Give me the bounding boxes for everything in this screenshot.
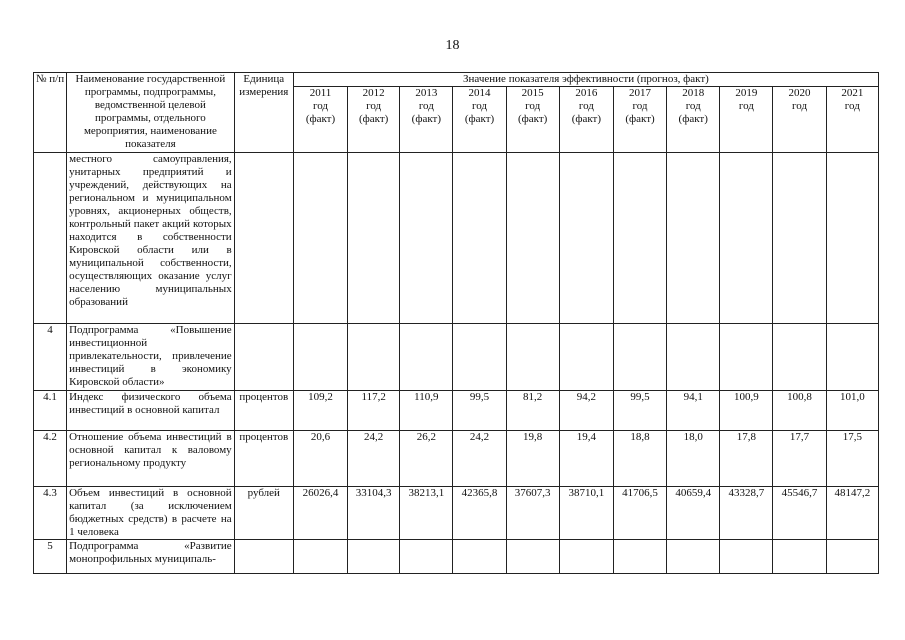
row-number: 4.1 xyxy=(34,391,67,431)
value-cell: 24,2 xyxy=(453,431,506,487)
header-year-2014 xyxy=(453,87,506,153)
row-name: Подпрограмма «Повышение инвестиционной привлекательности, привлечение инвестиций в экономику Кировской области» xyxy=(67,324,235,391)
header-year-2017 xyxy=(613,87,666,153)
row-name: Отношение объема инвестиций в основной капитал к валовому региональному продукту xyxy=(67,431,235,487)
row-unit: процентов xyxy=(234,391,293,431)
value-cell: 45546,7 xyxy=(773,487,826,540)
value-cell xyxy=(348,324,400,391)
value-cell xyxy=(773,324,826,391)
value-cell xyxy=(826,540,878,574)
header-year-2020 xyxy=(773,87,826,153)
value-cell xyxy=(453,540,506,574)
header-year-2013 xyxy=(400,87,453,153)
header-year-year: 2015 xyxy=(521,87,544,99)
header-year-2015 xyxy=(506,87,559,153)
header-year-unit: год xyxy=(844,100,860,112)
value-cell: 38213,1 xyxy=(400,487,453,540)
table-row xyxy=(34,391,879,431)
row-number: 4.3 xyxy=(34,487,67,540)
value-cell: 26,2 xyxy=(400,431,453,487)
value-cell: 33104,3 xyxy=(348,487,400,540)
value-cell xyxy=(400,540,453,574)
value-cell xyxy=(506,324,559,391)
indicators-table xyxy=(33,72,879,574)
header-year-note: (факт) xyxy=(571,113,602,125)
value-cell: 18,8 xyxy=(613,431,666,487)
value-cell: 48147,2 xyxy=(826,487,878,540)
table-body xyxy=(34,153,879,574)
value-cell xyxy=(559,540,613,574)
value-cell: 94,2 xyxy=(559,391,613,431)
header-value-group: Значение показателя эффективности (прогноз, факт) xyxy=(293,73,878,87)
header-year-unit: год xyxy=(312,100,328,112)
header-year-2018 xyxy=(667,87,720,153)
header-year-year: 2020 xyxy=(788,87,811,99)
value-cell: 37607,3 xyxy=(506,487,559,540)
header-year-2016 xyxy=(559,87,613,153)
value-cell xyxy=(453,153,506,324)
header-year-note: (факт) xyxy=(358,113,389,125)
value-cell xyxy=(667,153,720,324)
header-year-note: (факт) xyxy=(625,113,655,125)
value-cell: 26026,4 xyxy=(293,487,347,540)
value-cell: 109,2 xyxy=(293,391,347,431)
row-unit: процентов xyxy=(234,431,293,487)
header-year-year: 2021 xyxy=(841,87,864,99)
row-unit xyxy=(234,540,293,574)
value-cell: 17,8 xyxy=(720,431,773,487)
value-cell xyxy=(826,153,878,324)
header-year-2011 xyxy=(293,87,347,153)
value-cell: 42365,8 xyxy=(453,487,506,540)
value-cell: 101,0 xyxy=(826,391,878,431)
value-cell: 43328,7 xyxy=(720,487,773,540)
header-year-note: (факт) xyxy=(518,113,548,125)
value-cell: 81,2 xyxy=(506,391,559,431)
header-year-2021 xyxy=(826,87,878,153)
header-year-unit: год xyxy=(418,100,434,112)
value-cell xyxy=(559,153,613,324)
header-year-unit: год xyxy=(738,100,754,112)
row-unit xyxy=(234,153,293,324)
table-row xyxy=(34,540,879,574)
row-name: местного самоуправления, унитарных предприятий и учреждений, действующих на региональном и муниципальном уровнях, акционерных обществ, контрольный пакет акций которых находится в собственности Кировской области или в муниципальной собственности, осуществляющих оказание услуг населению муниципальных образований xyxy=(67,153,235,324)
header-year-year: 2013 xyxy=(415,87,438,99)
value-cell: 110,9 xyxy=(400,391,453,431)
value-cell: 40659,4 xyxy=(667,487,720,540)
value-cell: 24,2 xyxy=(348,431,400,487)
header-unit: Единица измерения xyxy=(234,73,293,153)
value-cell: 100,9 xyxy=(720,391,773,431)
table-row xyxy=(34,431,879,487)
value-cell: 38710,1 xyxy=(559,487,613,540)
value-cell xyxy=(506,540,559,574)
header-year-unit: год xyxy=(792,100,808,112)
value-cell xyxy=(826,324,878,391)
header-year-year: 2017 xyxy=(629,87,652,99)
table-row xyxy=(34,487,879,540)
value-cell xyxy=(506,153,559,324)
row-name: Индекс физического объема инвестиций в основной капитал xyxy=(67,391,235,431)
value-cell: 20,6 xyxy=(293,431,347,487)
value-cell xyxy=(613,540,666,574)
value-cell xyxy=(400,153,453,324)
value-cell: 17,7 xyxy=(773,431,826,487)
header-year-note: (факт) xyxy=(411,113,441,125)
value-cell xyxy=(667,324,720,391)
header-year-2019 xyxy=(720,87,773,153)
value-cell: 117,2 xyxy=(348,391,400,431)
row-name: Подпрограмма «Развитие монопрофильных муниципаль- xyxy=(67,540,235,574)
value-cell: 99,5 xyxy=(613,391,666,431)
row-number: 4.2 xyxy=(34,431,67,487)
row-unit xyxy=(234,324,293,391)
value-cell: 99,5 xyxy=(453,391,506,431)
row-name: Объем инвестиций в основной капитал (за исключением бюджетных средств) в расчете на 1 человека xyxy=(67,487,235,540)
value-cell xyxy=(348,153,400,324)
value-cell xyxy=(613,153,666,324)
header-year-unit: год xyxy=(632,100,648,112)
row-number: 5 xyxy=(34,540,67,574)
value-cell: 19,4 xyxy=(559,431,613,487)
header-year-2012 xyxy=(348,87,400,153)
header-name: Наименование государственной программы, подпрограммы, ведомственной целевой программы, отдельного мероприятия, наименование показателя xyxy=(67,73,235,153)
header-year-note: (факт) xyxy=(678,113,708,125)
value-cell: 19,8 xyxy=(506,431,559,487)
value-cell xyxy=(400,324,453,391)
value-cell xyxy=(667,540,720,574)
row-number: 4 xyxy=(34,324,67,391)
value-cell xyxy=(773,540,826,574)
header-year-year: 2018 xyxy=(682,87,705,99)
header-year-unit: год xyxy=(525,100,541,112)
header-year-unit: год xyxy=(471,100,488,112)
value-cell xyxy=(293,153,347,324)
header-year-year: 2019 xyxy=(735,87,758,99)
row-number xyxy=(34,153,67,324)
header-year-unit: год xyxy=(578,100,594,112)
value-cell xyxy=(720,540,773,574)
value-cell: 94,1 xyxy=(667,391,720,431)
header-year-unit: год xyxy=(366,100,382,112)
header-year-year: 2011 xyxy=(309,87,332,99)
value-cell xyxy=(293,324,347,391)
value-cell xyxy=(453,324,506,391)
header-year-note: (факт) xyxy=(464,113,495,125)
value-cell: 18,0 xyxy=(667,431,720,487)
value-cell xyxy=(613,324,666,391)
header-year-year: 2012 xyxy=(362,87,385,99)
header-year-unit: год xyxy=(685,100,701,112)
row-unit: рублей xyxy=(234,487,293,540)
header-year-year: 2014 xyxy=(468,87,491,99)
value-cell xyxy=(348,540,400,574)
table-row xyxy=(34,324,879,391)
table-row xyxy=(34,153,879,324)
page-number: 18 xyxy=(445,38,460,53)
value-cell xyxy=(720,324,773,391)
header-num: № п/п xyxy=(34,73,67,153)
value-cell: 100,8 xyxy=(773,391,826,431)
value-cell xyxy=(720,153,773,324)
value-cell xyxy=(559,324,613,391)
header-year-year: 2016 xyxy=(575,87,598,99)
header-year-note: (факт) xyxy=(305,113,336,125)
value-cell xyxy=(773,153,826,324)
value-cell: 17,5 xyxy=(826,431,878,487)
value-cell: 41706,5 xyxy=(613,487,666,540)
value-cell xyxy=(293,540,347,574)
